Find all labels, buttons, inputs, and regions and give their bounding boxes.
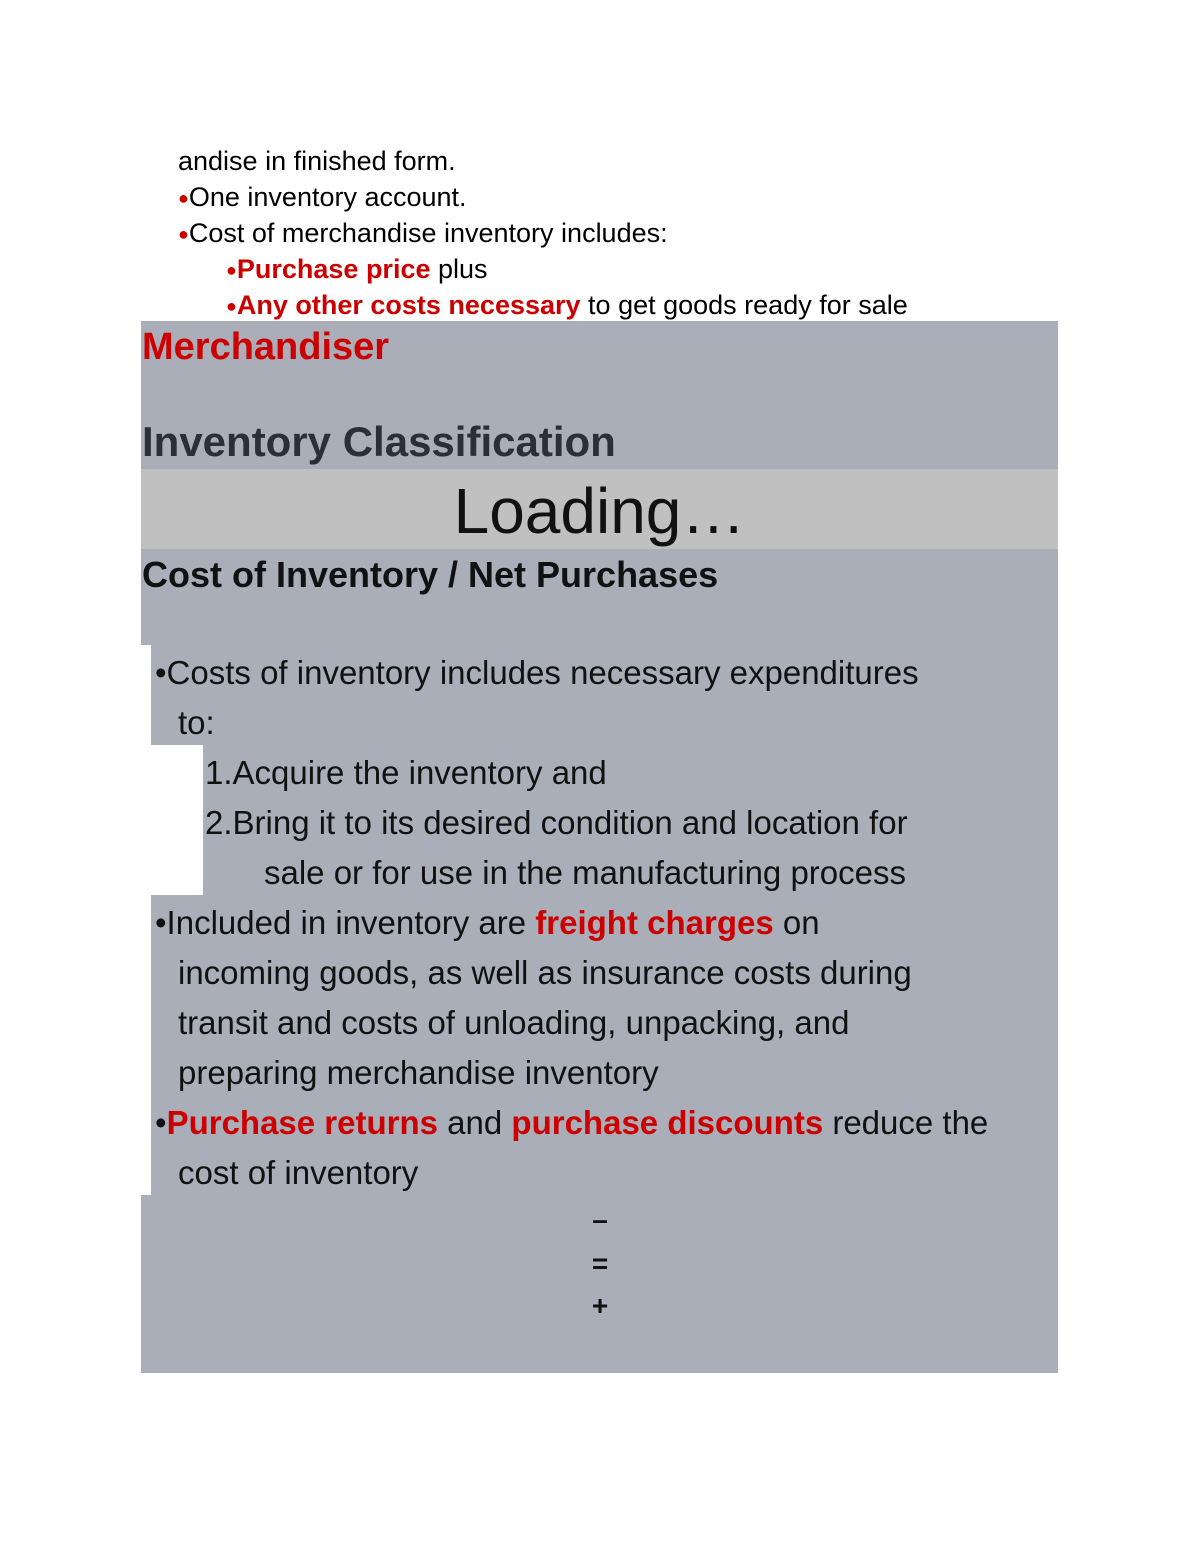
bullet-icon: ● <box>178 188 189 208</box>
cost-of-inventory-title: Cost of Inventory / Net Purchases <box>142 554 719 595</box>
plus-operator: + <box>591 1290 609 1321</box>
inventory-classification-heading: Inventory Classification <box>142 418 616 465</box>
bullet-included-line4: preparing merchandise inventory <box>178 1054 659 1091</box>
bullet-icon: ● <box>178 224 189 244</box>
panel-notch <box>141 895 151 1195</box>
sub-bullet-purchase-price: ●Purchase price plus <box>226 254 488 284</box>
equals-operator: = <box>591 1248 609 1279</box>
loading-text: Loading… <box>453 475 746 547</box>
bullet-included-line1: •Included in inventory are freight charges on <box>155 904 820 941</box>
list-item-acquire: 1.Acquire the inventory and <box>205 754 607 791</box>
sub-bullet-other-costs: ●Any other costs necessary to get goods ready for sale <box>226 290 908 320</box>
panel-notch <box>141 745 203 895</box>
list-item-bring-line2: sale or for use in the manufacturing process <box>264 854 907 891</box>
intro-line: andise in finished form. <box>178 146 456 176</box>
bullet-costs-line1: •Costs of inventory includes necessary expenditures <box>155 654 919 691</box>
minus-operator: – <box>592 1204 608 1235</box>
bullet-included-line3: transit and costs of unloading, unpacking, and <box>178 1004 850 1041</box>
merchandiser-heading: Merchandiser <box>142 326 390 368</box>
panel-notch <box>141 645 151 745</box>
bullet-included-line2: incoming goods, as well as insurance costs during <box>178 954 912 991</box>
list-item-bring-line1: 2.Bring it to its desired condition and location for <box>205 804 908 841</box>
bullet-icon: ● <box>226 260 237 280</box>
bullet-icon: ● <box>226 296 237 316</box>
bullet-returns-line2: cost of inventory <box>178 1154 419 1191</box>
bullet-costs-line2: to: <box>178 704 215 741</box>
bullet-returns-line1: •Purchase returns and purchase discounts reduce the <box>155 1104 989 1141</box>
bullet-cost-includes: ●Cost of merchandise inventory includes: <box>178 218 668 248</box>
bullet-one-inventory-account: ●One inventory account. <box>178 182 467 212</box>
